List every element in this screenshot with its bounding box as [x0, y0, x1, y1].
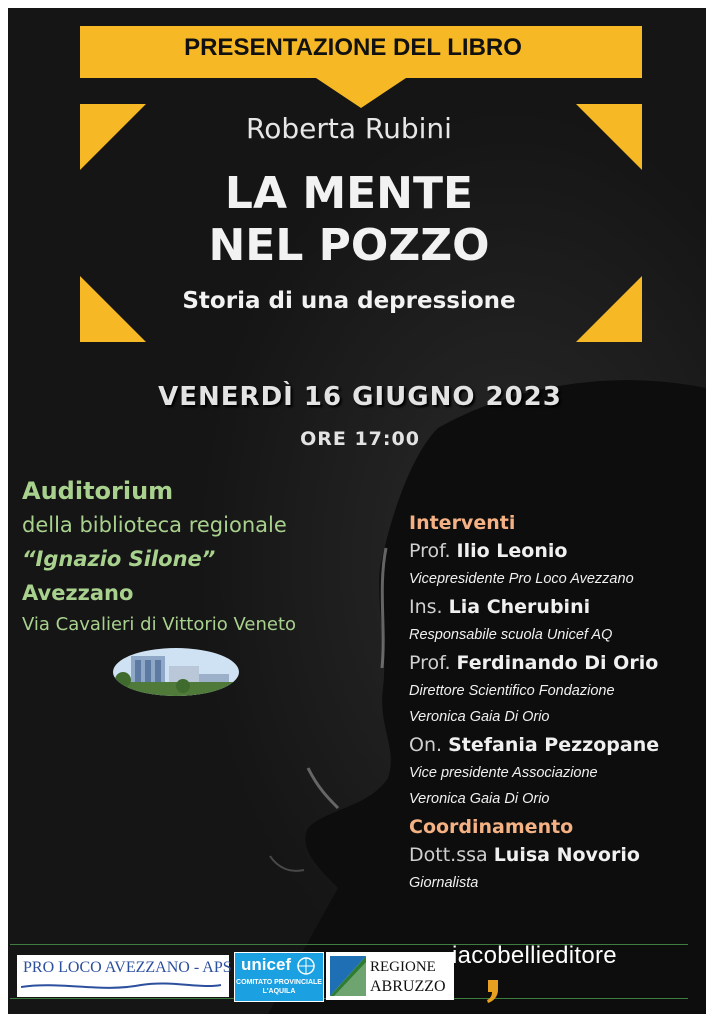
unicef-logo-text: unicef [241, 955, 292, 974]
publisher-logo-text: iacobellieditore [452, 942, 617, 969]
speaker-1-role: Vicepresidente Pro Loco Avezzano [409, 571, 634, 587]
speaker-3-fullname: Ferdinando Di Orio [456, 652, 659, 674]
venue-library-name: “Ignazio Silone” [22, 547, 216, 571]
speaker-3-role-line1: Direttore Scientifico Fondazione [409, 683, 615, 699]
speaker-4-title: On. [409, 734, 443, 756]
banner-label: PRESENTAZIONE DEL LIBRO [184, 34, 522, 61]
speaker-3-role-line2: Veronica Gaia Di Orio [409, 709, 550, 725]
event-date: VENERDÌ 16 GIUGNO 2023 [158, 382, 562, 412]
unicef-globe-icon [297, 957, 315, 975]
book-title [0, 168, 698, 272]
proloco-logo [17, 955, 232, 997]
unicef-sub1: COMITATO PROVINCIALE [236, 979, 322, 986]
coordinator-name [409, 840, 699, 870]
publisher-comma-icon [484, 978, 500, 1004]
book-subtitle: Storia di una depressione [182, 288, 516, 314]
library-building-image [113, 648, 239, 696]
speaker-1-name [409, 536, 699, 566]
venue-city: Avezzano [22, 581, 134, 605]
speaker-2-title: Ins. [409, 596, 443, 618]
interventi-heading: Interventi [409, 512, 516, 534]
unicef-sub2: L'AQUILA [262, 988, 296, 995]
speaker-2-name [409, 592, 699, 622]
proloco-wave-icon [21, 979, 221, 993]
regione-line1: REGIONE [370, 959, 436, 975]
book-title-line1: LA MENTE [224, 168, 474, 219]
regione-abruzzo-logo [326, 952, 454, 1000]
venue-block [22, 474, 296, 640]
venue-description: della biblioteca regionale [22, 513, 287, 537]
speaker-2-fullname: Lia Cherubini [448, 596, 591, 618]
regione-line2: ABRUZZO [370, 978, 446, 995]
speaker-3-name [409, 648, 699, 678]
coordinator-role: Giornalista [409, 875, 479, 891]
proloco-logo-text: PRO LOCO AVEZZANO - APS [23, 959, 232, 976]
speaker-2-role: Responsabile scuola Unicef AQ [409, 627, 613, 643]
speaker-3-title: Prof. [409, 652, 451, 674]
coordinator-title: Dott.ssa [409, 844, 488, 866]
speaker-1-fullname: Ilio Leonio [456, 540, 568, 562]
speaker-4-role-line1: Vice presidente Associazione [409, 765, 598, 781]
regione-emblem-icon [330, 956, 366, 996]
event-time: ORE 17:00 [300, 428, 420, 450]
speaker-4-role-line2: Veronica Gaia Di Orio [409, 791, 550, 807]
program-block [409, 510, 699, 896]
coordinator-fullname: Luisa Novorio [493, 844, 640, 866]
book-author: Roberta Rubini [246, 112, 452, 145]
unicef-committee-text [235, 978, 323, 996]
unicef-logo [234, 952, 324, 1002]
speaker-4-name [409, 730, 699, 760]
speaker-1-title: Prof. [409, 540, 451, 562]
coordinamento-heading: Coordinamento [409, 816, 574, 838]
venue-name: Auditorium [22, 477, 174, 505]
venue-address: Via Cavalieri di Vittorio Veneto [22, 614, 297, 635]
book-title-line2: NEL POZZO [208, 220, 490, 271]
speaker-4-fullname: Stefania Pezzopane [448, 734, 660, 756]
